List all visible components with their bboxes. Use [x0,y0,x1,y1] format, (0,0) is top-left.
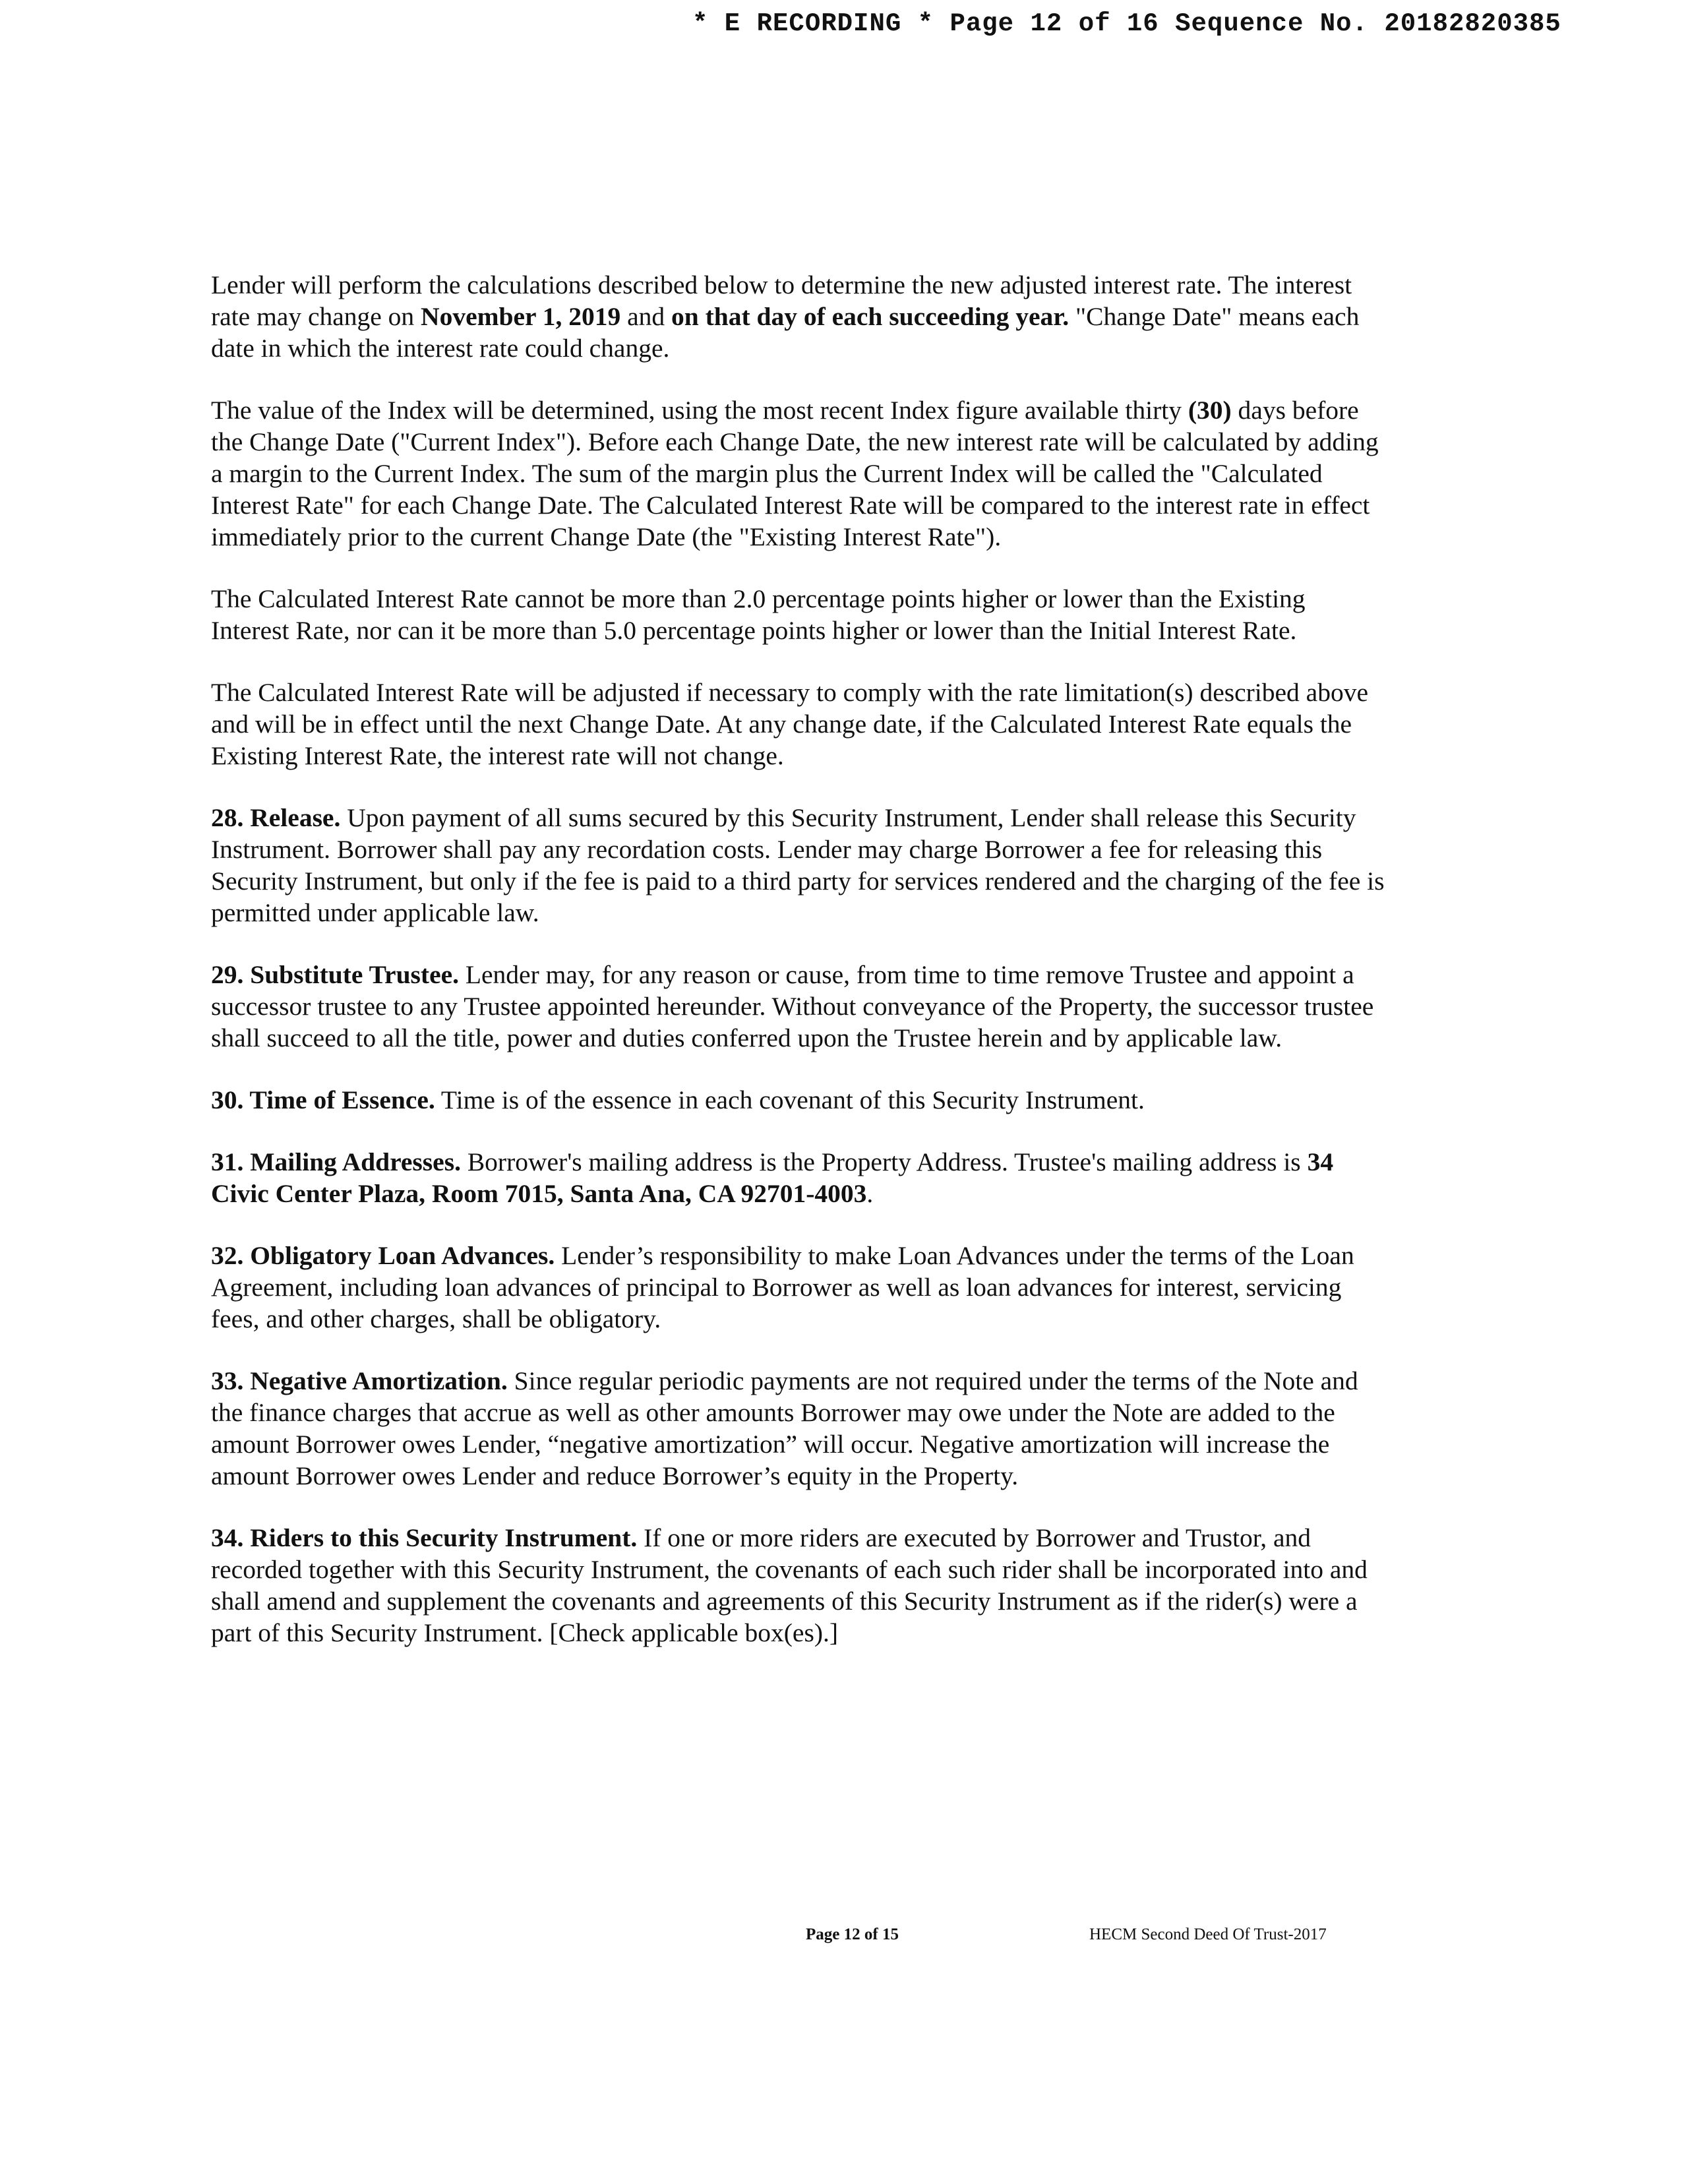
paragraph-change-date [211,269,1385,364]
paragraph-text: The value of the Index will be determined, using the most recent Index figure available thirty [211,396,1188,425]
recording-stamp: * E RECORDING * Page 12 of 16 Sequence No. 20182820385 [692,9,1561,38]
change-date-value: November 1, 2019 [421,302,621,331]
paragraph-text: Lender will perform the calculations described below to determine the new adjusted interest rate. The interest rate may change on [211,270,1352,331]
trustee-address: 34 Civic Center Plaza, Room 7015, Santa Ana, CA 92701-4003 [211,1147,1334,1208]
section-29-substitute-trustee [211,959,1385,1054]
section-heading: 32. Obligatory Loan Advances. [211,1241,555,1270]
paragraph-rate-adjustment [211,677,1385,772]
section-text: Borrower's mailing address is the Property Address. Trustee's mailing address is [460,1147,1308,1176]
paragraph-text: "Change Date" means each date in which the interest rate could change. [211,302,1360,363]
section-heading: 30. Time of Essence. [211,1085,435,1114]
paragraph-text: The Calculated Interest Rate cannot be more than 2.0 percentage points higher or lower than the Existing Interest Rate, nor can it be more than 5.0 percentage points higher or lower than the Initial Interest Rate. [211,584,1306,645]
section-heading: 31. Mailing Addresses. [211,1147,461,1176]
change-frequency: on that day of each succeeding year. [671,302,1070,331]
section-text: Lender’s responsibility to make Loan Advances under the terms of the Loan Agreement, including loan advances of principal to Borrower as well as loan advances for interest, servicing fees, and other charges, shall be obligatory. [211,1241,1354,1333]
paragraph-text: and [620,302,671,331]
paragraph-text: days before the Change Date ("Current Index"). Before each Change Date, the new interest rate will be calculated by adding a margin to the Current Index. The sum of the margin plus the Current Index will be called the "Calculated Interest Rate" for each Change Date. The Calculated Interest Rate will be compared to the interest rate in effect immediately prior to the current Change Date (the "Existing Interest Rate"). [211,396,1379,551]
section-34-riders [211,1522,1385,1649]
section-text: Since regular periodic payments are not required under the terms of the Note and the finance charges that accrue as well as other amounts Borrower may owe under the Note are added to the amount Borrower owes Lender, “negative amortization” will occur. Negative amortization will increase the amount Borrower owes Lender and reduce Borrower’s equity in the Property. [211,1366,1358,1490]
section-text: If one or more riders are executed by Borrower and Trustor, and recorded together with this Security Instrument, the covenants of each such rider shall be incorporated into and shall amend and supplement the covenants and agreements of this Security Instrument as if the rider(s) were a part of this Security Instrument. [Check applicable box(es).] [211,1523,1368,1647]
section-text: Lender may, for any reason or cause, from time to time remove Trustee and appoint a successor trustee to any Trustee appointed hereunder. Without conveyance of the Property, the successor trustee shall succeed to all the title, power and duties conferred upon the Trustee herein and by applicable law. [211,960,1374,1052]
section-31-mailing-addresses [211,1146,1385,1209]
section-text: Time is of the essence in each covenant of this Security Instrument. [435,1085,1145,1114]
section-30-time-of-essence [211,1084,1385,1116]
footer-page-number: Page 12 of 15 [806,1926,899,1943]
section-heading: 34. Riders to this Security Instrument. [211,1523,638,1552]
section-text: Upon payment of all sums secured by this Security Instrument, Lender shall release this Security Instrument. Borrower shall pay any recordation costs. Lender may charge Borrower a fee for releasing this Security Instrument, but only if the fee is paid to a third party for services rendered and the charging of the fee is permitted under applicable law. [211,803,1385,927]
section-33-negative-amortization [211,1365,1385,1492]
section-32-obligatory-loan-advances [211,1240,1385,1335]
footer-document-title: HECM Second Deed Of Trust-2017 [1089,1926,1327,1943]
paragraph-rate-limits [211,583,1385,646]
section-28-release [211,802,1385,928]
section-text-end: . [866,1179,874,1208]
document-body [211,269,1385,1679]
section-heading: 33. Negative Amortization. [211,1366,508,1395]
page-footer [0,1926,1688,1952]
paragraph-text: The Calculated Interest Rate will be adjusted if necessary to comply with the rate limitation(s) described above and will be in effect until the next Change Date. At any change date, if the Calculated Interest Rate equals the Existing Interest Rate, the interest rate will not change. [211,678,1368,770]
section-heading: 29. Substitute Trustee. [211,960,460,989]
section-heading: 28. Release. [211,803,341,832]
paragraph-index-value [211,394,1385,553]
index-days-value: (30) [1188,396,1232,425]
